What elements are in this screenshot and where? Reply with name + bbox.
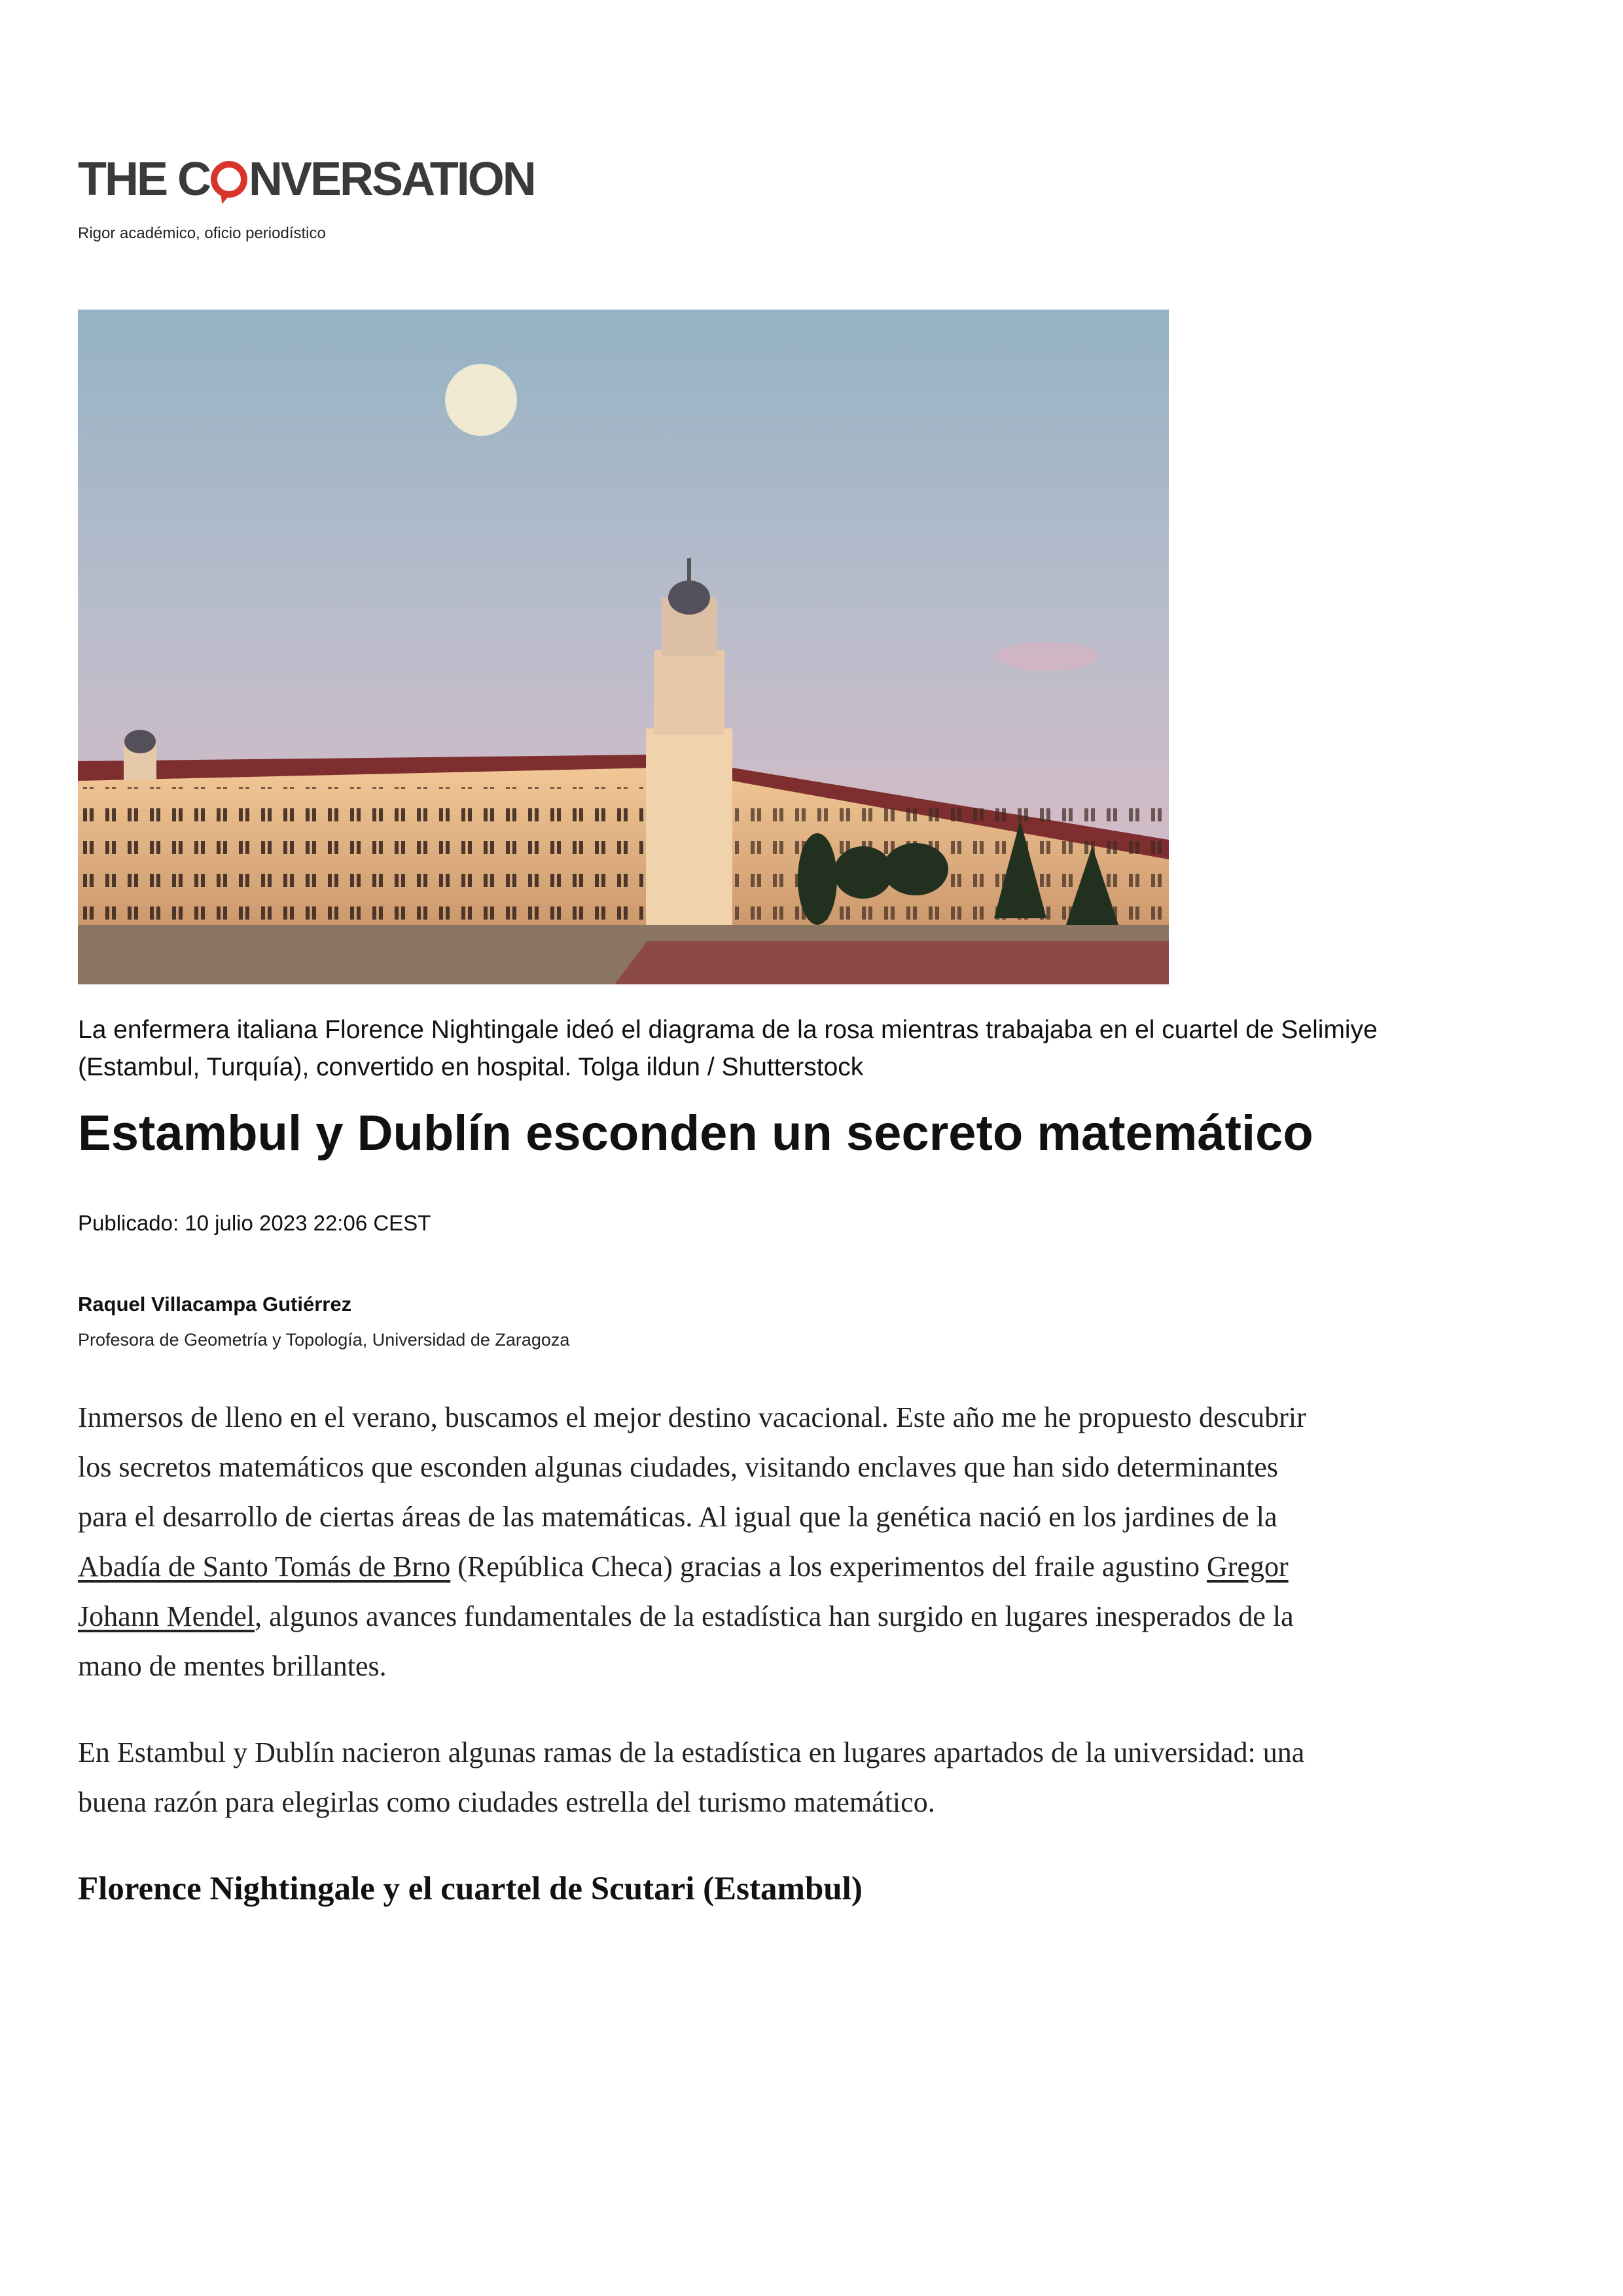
site-logo[interactable] xyxy=(78,153,535,206)
speech-bubble-logo-icon xyxy=(211,161,247,198)
article-paragraph: En Estambul y Dublín nacieron algunas ramas de la estadística en lugares apartados de la universidad: una buena razón para elegirlas como ciudades estrella del turismo matemático. xyxy=(78,1736,1305,1818)
paragraph-text: Inmersos de lleno en el verano, buscamos el mejor destino vacacional. Este año me he propuesto descubrir los secretos matemáticos que esconden algunas ciudades, visitando enclaves que han sido determinantes para el desarrollo de ciertas áreas de las matemáticas. Al igual que la genética nació en los jardines de la xyxy=(78,1401,1306,1533)
paragraph-text: , algunos avances fundamentales de la estadística han surgido en lugares inesperados de la mano de mentes brillantes. xyxy=(78,1600,1294,1682)
tagline: Rigor académico, oficio periodístico xyxy=(78,224,326,242)
logo-text-end: NVERSATION xyxy=(249,153,535,206)
author-name[interactable]: Raquel Villacampa Gutiérrez xyxy=(78,1293,352,1316)
link-gregor-mendel[interactable]: Gregor Johann Mendel xyxy=(78,1551,1289,1632)
article-title: Estambul y Dublín esconden un secreto matemático xyxy=(78,1105,1313,1161)
logo-text-start: THE C xyxy=(78,153,209,206)
paragraph-text: (República Checa) gracias a los experimentos del fraile agustino xyxy=(450,1551,1207,1583)
link-abadia-brno[interactable]: Abadía de Santo Tomás de Brno xyxy=(78,1551,451,1583)
article-paragraph xyxy=(78,1393,1321,1691)
hero-image xyxy=(78,310,1169,984)
published-date: Publicado: 10 julio 2023 22:06 CEST xyxy=(78,1211,431,1235)
section-heading: Florence Nightingale y el cuartel de Scutari (Estambul) xyxy=(78,1871,863,1907)
image-caption: La enfermera italiana Florence Nightingale ideó el diagrama de la rosa mientras trabajaba en el cuartel de Selimiye (Estambul, Turquía), convertido en hospital. Tolga ildun / Shutterstock xyxy=(78,1016,1378,1081)
author-affiliation: Profesora de Geometría y Topología, Universidad de Zaragoza xyxy=(78,1330,570,1350)
